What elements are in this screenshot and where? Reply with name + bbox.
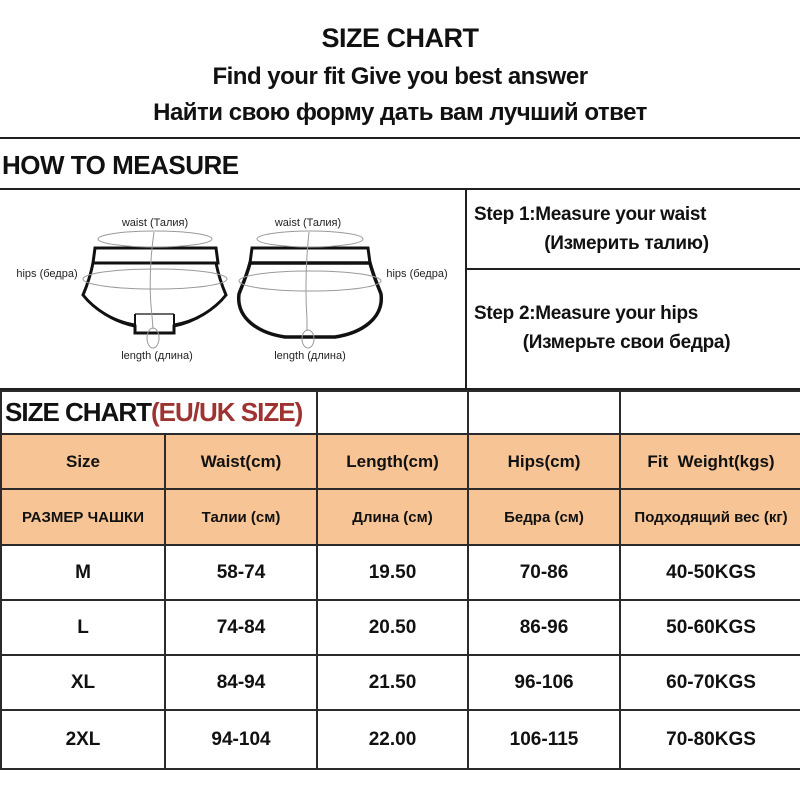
cell-waist: 74-84	[165, 600, 317, 655]
cell-length: 19.50	[317, 545, 468, 600]
how-to-measure-heading: HOW TO MEASURE	[0, 139, 800, 190]
table-row-m	[1, 545, 800, 600]
cell-length: 20.50	[317, 600, 468, 655]
col-header-size-ru: РАЗМЕР ЧАШКИ	[1, 489, 165, 545]
step-2-translation: (Измерьте свои бедра)	[522, 332, 731, 353]
size-table-title-black: SIZE CHART	[5, 397, 151, 427]
step-1-text: Step 1:Measure your waist	[474, 204, 707, 225]
column-header-row-ru	[1, 489, 800, 545]
size-table-heading-row	[1, 391, 800, 434]
cell-weight: 40-50KGS	[620, 545, 800, 600]
empty-cell	[620, 391, 800, 434]
panty-back-drawing	[239, 231, 382, 348]
size-table-title	[1, 391, 317, 434]
panty-front-drawing	[83, 231, 227, 348]
cell-size: 2XL	[1, 710, 165, 769]
panty-measure-diagram	[0, 190, 467, 388]
cell-size: XL	[1, 655, 165, 710]
back-waist-label: waist (Талия)	[274, 217, 342, 229]
title-block	[0, 0, 800, 139]
cell-hips: 96-106	[468, 655, 620, 710]
cell-waist: 58-74	[165, 545, 317, 600]
size-table	[0, 390, 800, 770]
col-header-size: Size	[1, 434, 165, 489]
panty-diagram-svg	[0, 190, 465, 388]
cell-weight: 50-60KGS	[620, 600, 800, 655]
back-hips-label: hips (бедра)	[386, 268, 448, 280]
step-2-text: Step 2:Measure your hips	[474, 303, 699, 324]
table-row-2xl	[1, 710, 800, 769]
cell-length: 21.50	[317, 655, 468, 710]
cell-size: M	[1, 545, 165, 600]
cell-size: L	[1, 600, 165, 655]
front-hips-label: hips (бедра)	[16, 268, 78, 280]
subtitle-english: Find your fit Give you best answer	[212, 63, 588, 90]
cell-hips: 106-115	[468, 710, 620, 769]
size-table-title-red: (EU/UK SIZE)	[151, 397, 303, 427]
cell-weight: 60-70KGS	[620, 655, 800, 710]
cell-hips: 86-96	[468, 600, 620, 655]
column-header-row-en	[1, 434, 800, 489]
page-title: SIZE CHART	[321, 23, 479, 53]
cell-waist: 94-104	[165, 710, 317, 769]
cell-hips: 70-86	[468, 545, 620, 600]
step-1-translation: (Измерить талию)	[544, 233, 709, 254]
table-row-xl	[1, 655, 800, 710]
col-header-hips: Hips(cm)	[468, 434, 620, 489]
col-header-weight-ru: Подходящий вес (кг)	[620, 489, 800, 545]
col-header-weight: Fit Weight(kgs)	[620, 434, 800, 489]
cell-waist: 84-94	[165, 655, 317, 710]
measure-section	[0, 190, 800, 390]
col-header-length-ru: Длина (см)	[317, 489, 468, 545]
measure-step-2	[467, 270, 800, 388]
empty-cell	[317, 391, 468, 434]
col-header-hips-ru: Бедра (см)	[468, 489, 620, 545]
col-header-length: Length(cm)	[317, 434, 468, 489]
col-header-waist: Waist(cm)	[165, 434, 317, 489]
cell-weight: 70-80KGS	[620, 710, 800, 769]
empty-cell	[468, 391, 620, 434]
measure-step-1	[467, 190, 800, 270]
cell-length: 22.00	[317, 710, 468, 769]
front-waist-label: waist (Талия)	[121, 217, 189, 229]
measure-steps	[467, 190, 800, 388]
table-row-l	[1, 600, 800, 655]
front-length-label: length (длина)	[121, 350, 193, 362]
subtitle-russian: Найти свою форму дать вам лучший ответ	[153, 99, 647, 126]
col-header-waist-ru: Талии (см)	[165, 489, 317, 545]
back-length-label: length (длина)	[274, 350, 346, 362]
